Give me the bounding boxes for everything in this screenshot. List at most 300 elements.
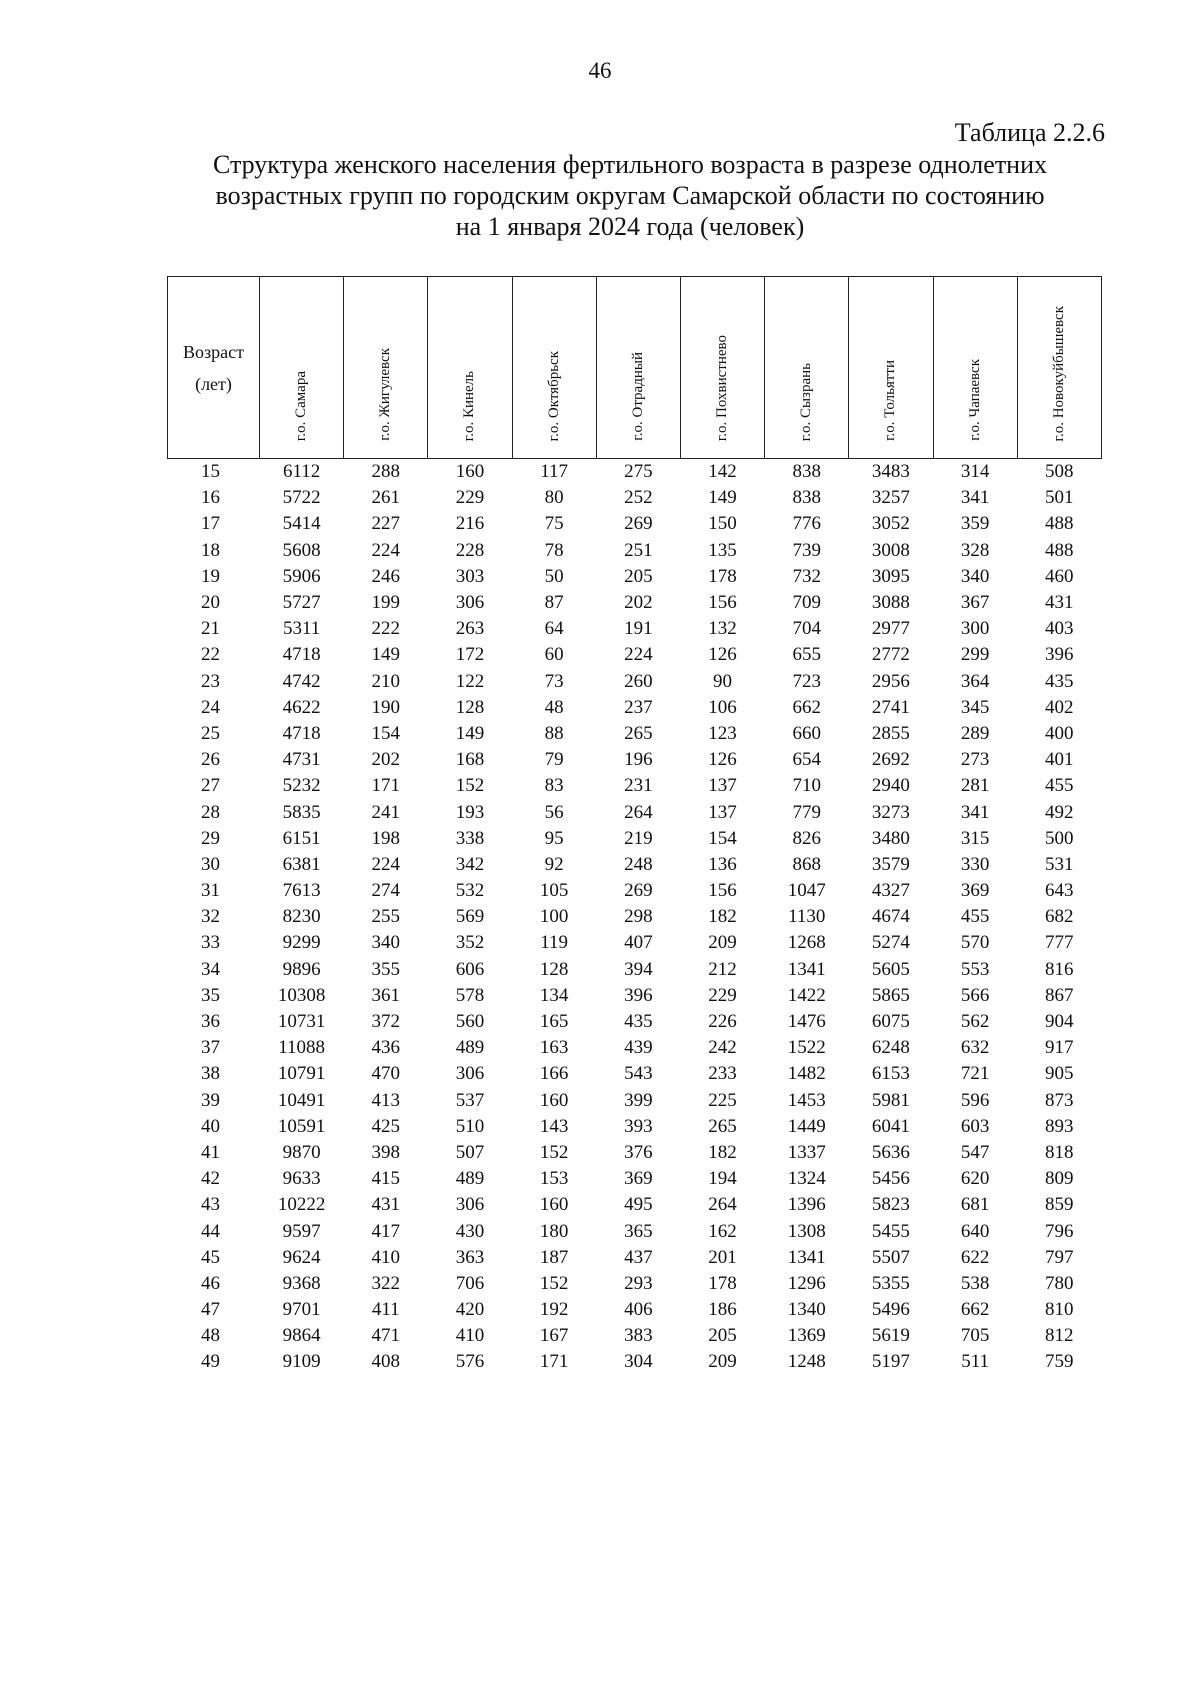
value-cell: 48 — [544, 696, 564, 718]
value-cell: 721 — [960, 1063, 990, 1085]
table-row — [168, 1192, 1102, 1218]
value-cell: 3579 — [871, 853, 910, 875]
value-cell: 9109 — [282, 1351, 321, 1373]
value-cell: 620 — [960, 1168, 990, 1190]
age-cell: 16 — [201, 487, 220, 509]
value-cell: 1130 — [788, 906, 826, 928]
age-cell: 22 — [201, 644, 220, 666]
value-cell: 233 — [708, 1063, 737, 1085]
value-cell: 917 — [1045, 1037, 1074, 1059]
value-cell: 137 — [708, 775, 737, 797]
value-cell: 314 — [960, 461, 990, 483]
value-cell: 655 — [792, 644, 821, 666]
value-cell: 209 — [708, 1351, 737, 1373]
age-cell: 15 — [201, 461, 220, 483]
value-cell: 178 — [708, 565, 737, 587]
value-cell: 160 — [539, 1194, 569, 1216]
value-cell: 408 — [371, 1351, 401, 1373]
value-cell: 251 — [624, 539, 653, 561]
value-cell: 470 — [371, 1063, 401, 1085]
value-cell: 809 — [1045, 1168, 1074, 1190]
value-cell: 160 — [455, 461, 485, 483]
value-cell: 6041 — [871, 1115, 910, 1137]
table-header-row — [168, 277, 1102, 459]
value-cell: 191 — [624, 618, 653, 640]
value-cell: 576 — [455, 1351, 485, 1373]
table-row — [168, 1271, 1102, 1297]
age-cell: 19 — [201, 565, 220, 587]
age-cell: 18 — [201, 539, 220, 561]
value-cell: 797 — [1045, 1246, 1074, 1268]
value-cell: 163 — [539, 1037, 569, 1059]
value-cell: 705 — [960, 1325, 990, 1347]
value-cell: 399 — [624, 1089, 653, 1111]
table-row — [168, 957, 1102, 983]
value-cell: 5274 — [871, 932, 910, 954]
value-cell: 252 — [624, 487, 653, 509]
value-cell: 227 — [371, 513, 401, 535]
value-cell: 225 — [708, 1089, 737, 1111]
age-cell: 36 — [201, 1011, 220, 1033]
value-cell: 264 — [624, 801, 653, 823]
age-cell: 26 — [201, 749, 220, 771]
value-cell: 132 — [708, 618, 737, 640]
value-cell: 777 — [1045, 932, 1074, 954]
age-column-header — [168, 277, 260, 459]
value-cell: 570 — [960, 932, 990, 954]
age-cell: 48 — [201, 1325, 220, 1347]
value-cell: 306 — [455, 592, 485, 614]
value-cell: 342 — [455, 853, 485, 875]
value-cell: 369 — [960, 880, 990, 902]
value-cell: 643 — [1045, 880, 1074, 902]
value-cell: 455 — [960, 906, 990, 928]
value-cell: 241 — [371, 801, 401, 823]
value-cell: 3273 — [871, 801, 910, 823]
value-cell: 723 — [792, 670, 821, 692]
table-row — [168, 1140, 1102, 1166]
column-header-label: г.о. Отрадный — [629, 352, 646, 441]
value-cell: 739 — [792, 539, 821, 561]
value-cell: 596 — [960, 1089, 990, 1111]
table-row — [168, 1035, 1102, 1061]
value-cell: 260 — [624, 670, 653, 692]
value-cell: 660 — [792, 722, 821, 744]
value-cell: 10491 — [277, 1089, 326, 1111]
table-row — [168, 616, 1102, 642]
age-cell: 33 — [201, 932, 220, 954]
value-cell: 289 — [960, 722, 990, 744]
value-cell: 182 — [708, 906, 737, 928]
table-row — [168, 485, 1102, 511]
value-cell: 1340 — [787, 1299, 826, 1321]
value-cell: 50 — [544, 565, 564, 587]
value-cell: 1268 — [787, 932, 826, 954]
value-cell: 300 — [960, 618, 990, 640]
value-cell: 10222 — [277, 1194, 326, 1216]
column-header — [512, 277, 596, 459]
value-cell: 682 — [1045, 906, 1074, 928]
value-cell: 152 — [455, 775, 485, 797]
value-cell: 248 — [624, 853, 653, 875]
value-cell: 340 — [960, 565, 990, 587]
value-cell: 134 — [539, 984, 569, 1006]
age-cell: 31 — [201, 880, 220, 902]
value-cell: 209 — [708, 932, 737, 954]
value-cell: 224 — [371, 853, 401, 875]
value-cell: 10791 — [277, 1063, 326, 1085]
table-row — [168, 721, 1102, 747]
value-cell: 2977 — [871, 618, 910, 640]
value-cell: 383 — [624, 1325, 653, 1347]
column-header — [933, 277, 1017, 459]
table-row — [168, 747, 1102, 773]
value-cell: 403 — [1045, 618, 1074, 640]
value-cell: 228 — [455, 539, 485, 561]
value-cell: 352 — [455, 932, 485, 954]
value-cell: 471 — [371, 1325, 401, 1347]
value-cell: 510 — [455, 1115, 485, 1137]
value-cell: 226 — [708, 1011, 737, 1033]
value-cell: 407 — [624, 932, 653, 954]
value-cell: 136 — [708, 853, 737, 875]
value-cell: 3008 — [871, 539, 910, 561]
value-cell: 142 — [708, 461, 737, 483]
table-row — [168, 1218, 1102, 1244]
value-cell: 1341 — [787, 958, 826, 980]
value-cell: 1522 — [787, 1037, 826, 1059]
value-cell: 95 — [544, 827, 564, 849]
table-row — [168, 590, 1102, 616]
value-cell: 4718 — [282, 722, 321, 744]
value-cell: 538 — [960, 1272, 990, 1294]
value-cell: 154 — [708, 827, 737, 849]
value-cell: 9870 — [282, 1141, 321, 1163]
value-cell: 128 — [539, 958, 569, 980]
value-cell: 180 — [539, 1220, 569, 1242]
value-cell: 92 — [544, 853, 564, 875]
table-row — [168, 1297, 1102, 1323]
value-cell: 420 — [455, 1299, 485, 1321]
value-cell: 3483 — [871, 461, 910, 483]
age-cell: 34 — [201, 958, 220, 980]
value-cell: 1308 — [787, 1220, 826, 1242]
value-cell: 5507 — [871, 1246, 910, 1268]
value-cell: 394 — [624, 958, 653, 980]
value-cell: 776 — [792, 513, 821, 535]
value-cell: 460 — [1045, 565, 1074, 587]
value-cell: 60 — [544, 644, 564, 666]
value-cell: 187 — [539, 1246, 569, 1268]
age-cell: 25 — [201, 722, 220, 744]
value-cell: 4674 — [871, 906, 910, 928]
value-cell: 7613 — [282, 880, 321, 902]
value-cell: 553 — [960, 958, 990, 980]
column-header — [765, 277, 849, 459]
value-cell: 5414 — [282, 513, 321, 535]
value-cell: 6075 — [871, 1011, 910, 1033]
value-cell: 149 — [371, 644, 401, 666]
value-cell: 5605 — [871, 958, 910, 980]
value-cell: 182 — [708, 1141, 737, 1163]
value-cell: 212 — [708, 958, 737, 980]
value-cell: 303 — [455, 565, 485, 587]
value-cell: 3257 — [871, 487, 910, 509]
value-cell: 507 — [455, 1141, 485, 1163]
value-cell: 9624 — [282, 1246, 321, 1268]
value-cell: 315 — [960, 827, 990, 849]
value-cell: 1248 — [787, 1351, 826, 1373]
age-cell: 38 — [201, 1063, 220, 1085]
column-header — [849, 277, 933, 459]
value-cell: 838 — [792, 461, 821, 483]
table-title — [160, 149, 1100, 242]
value-cell: 495 — [624, 1194, 653, 1216]
value-cell: 153 — [539, 1168, 569, 1190]
value-cell: 5835 — [282, 801, 321, 823]
value-cell: 9864 — [282, 1325, 321, 1347]
value-cell: 1337 — [787, 1141, 826, 1163]
value-cell: 9299 — [282, 932, 321, 954]
value-cell: 489 — [455, 1168, 485, 1190]
value-cell: 79 — [544, 749, 564, 771]
value-cell: 710 — [792, 775, 821, 797]
value-cell: 868 — [792, 853, 821, 875]
value-cell: 2692 — [871, 749, 910, 771]
value-cell: 532 — [455, 880, 485, 902]
value-cell: 662 — [960, 1299, 990, 1321]
value-cell: 149 — [455, 722, 485, 744]
value-cell: 365 — [624, 1220, 653, 1242]
age-cell: 44 — [201, 1220, 220, 1242]
column-header-label: г.о. Жигулевск — [377, 348, 394, 441]
value-cell: 152 — [539, 1141, 569, 1163]
value-cell: 150 — [708, 513, 737, 535]
value-cell: 322 — [371, 1272, 401, 1294]
value-cell: 508 — [1045, 461, 1074, 483]
value-cell: 156 — [708, 880, 737, 902]
column-header — [680, 277, 764, 459]
value-cell: 149 — [708, 487, 737, 509]
column-header-label: г.о. Тольятти — [882, 360, 899, 441]
value-cell: 90 — [713, 670, 733, 692]
age-cell: 41 — [201, 1141, 220, 1163]
value-cell: 372 — [371, 1011, 401, 1033]
value-cell: 826 — [792, 827, 821, 849]
value-cell: 330 — [960, 853, 990, 875]
value-cell: 622 — [960, 1246, 990, 1268]
value-cell: 171 — [539, 1351, 569, 1373]
value-cell: 10308 — [277, 984, 326, 1006]
value-cell: 2741 — [871, 696, 910, 718]
value-cell: 430 — [455, 1220, 485, 1242]
value-cell: 229 — [455, 487, 485, 509]
table-row — [168, 1114, 1102, 1140]
value-cell: 265 — [624, 722, 653, 744]
value-cell: 341 — [960, 487, 990, 509]
population-table — [167, 276, 1102, 1376]
table-row — [168, 1088, 1102, 1114]
value-cell: 1341 — [787, 1246, 826, 1268]
value-cell: 810 — [1045, 1299, 1074, 1321]
value-cell: 488 — [1045, 539, 1074, 561]
value-cell: 192 — [539, 1299, 569, 1321]
value-cell: 166 — [539, 1063, 569, 1085]
value-cell: 3088 — [871, 592, 910, 614]
value-cell: 364 — [960, 670, 990, 692]
value-cell: 489 — [455, 1037, 485, 1059]
age-cell: 40 — [201, 1115, 220, 1137]
value-cell: 306 — [455, 1194, 485, 1216]
age-cell: 39 — [201, 1089, 220, 1111]
value-cell: 261 — [371, 487, 401, 509]
value-cell: 237 — [624, 696, 653, 718]
value-cell: 198 — [371, 827, 401, 849]
table-row — [168, 1166, 1102, 1192]
value-cell: 202 — [371, 749, 401, 771]
value-cell: 402 — [1045, 696, 1074, 718]
value-cell: 396 — [624, 984, 653, 1006]
value-cell: 1047 — [787, 880, 826, 902]
value-cell: 9633 — [282, 1168, 321, 1190]
table-row — [168, 983, 1102, 1009]
value-cell: 488 — [1045, 513, 1074, 535]
value-cell: 6112 — [282, 461, 321, 483]
value-cell: 205 — [624, 565, 653, 587]
value-cell: 274 — [371, 880, 401, 902]
value-cell: 80 — [544, 487, 564, 509]
value-cell: 812 — [1045, 1325, 1074, 1347]
value-cell: 543 — [624, 1063, 653, 1085]
value-cell: 5311 — [282, 618, 321, 640]
value-cell: 275 — [624, 461, 653, 483]
value-cell: 255 — [371, 906, 401, 928]
age-cell: 32 — [201, 906, 220, 928]
age-cell: 24 — [201, 696, 220, 718]
value-cell: 3095 — [871, 565, 910, 587]
age-cell: 23 — [201, 670, 220, 692]
value-cell: 122 — [455, 670, 485, 692]
value-cell: 363 — [455, 1246, 485, 1268]
value-cell: 6381 — [282, 853, 321, 875]
value-cell: 246 — [371, 565, 401, 587]
value-cell: 413 — [371, 1089, 401, 1111]
value-cell: 9896 — [282, 958, 321, 980]
value-cell: 201 — [708, 1246, 737, 1268]
value-cell: 4742 — [282, 670, 321, 692]
value-cell: 398 — [371, 1141, 401, 1163]
value-cell: 816 — [1045, 958, 1074, 980]
value-cell: 859 — [1045, 1194, 1074, 1216]
age-cell: 29 — [201, 827, 220, 849]
value-cell: 400 — [1045, 722, 1074, 744]
value-cell: 1324 — [787, 1168, 826, 1190]
table-row — [168, 1061, 1102, 1087]
table-row — [168, 852, 1102, 878]
value-cell: 410 — [455, 1325, 485, 1347]
value-cell: 186 — [708, 1299, 737, 1321]
value-cell: 5455 — [871, 1220, 910, 1242]
value-cell: 569 — [455, 906, 485, 928]
table-label: Таблица 2.2.6 — [954, 118, 1105, 147]
value-cell: 88 — [544, 722, 564, 744]
value-cell: 435 — [1045, 670, 1074, 692]
column-header-label: г.о. Новокуйбышевск — [1050, 305, 1067, 441]
table-row — [168, 1349, 1102, 1375]
value-cell: 732 — [792, 565, 821, 587]
table-row — [168, 459, 1102, 486]
value-cell: 780 — [1045, 1272, 1074, 1294]
title-line: возрастных групп по городским округам Самарской области по состоянию — [215, 181, 1045, 210]
value-cell: 5232 — [282, 775, 321, 797]
age-cell: 43 — [201, 1194, 220, 1216]
title-line: на 1 января 2024 года (человек) — [455, 212, 805, 241]
table-row — [168, 1245, 1102, 1271]
value-cell: 873 — [1045, 1089, 1074, 1111]
age-cell: 49 — [201, 1351, 220, 1373]
value-cell: 5823 — [871, 1194, 910, 1216]
value-cell: 1422 — [787, 984, 826, 1006]
value-cell: 5608 — [282, 539, 321, 561]
value-cell: 156 — [708, 592, 737, 614]
value-cell: 560 — [455, 1011, 485, 1033]
value-cell: 431 — [1045, 592, 1074, 614]
value-cell: 78 — [544, 539, 564, 561]
value-cell: 2940 — [871, 775, 910, 797]
value-cell: 190 — [371, 696, 401, 718]
value-cell: 905 — [1045, 1063, 1074, 1085]
age-header-line: (лет) — [195, 373, 232, 394]
column-header-label: г.о. Похвистнево — [714, 334, 731, 441]
table-row — [168, 538, 1102, 564]
value-cell: 338 — [455, 827, 485, 849]
value-cell: 5496 — [871, 1299, 910, 1321]
value-cell: 126 — [708, 749, 737, 771]
value-cell: 160 — [539, 1089, 569, 1111]
value-cell: 83 — [544, 775, 564, 797]
column-header-label: г.о. Октябрьск — [545, 350, 562, 441]
table-body — [168, 459, 1102, 1376]
value-cell: 759 — [1045, 1351, 1074, 1373]
value-cell: 242 — [708, 1037, 737, 1059]
value-cell: 5865 — [871, 984, 910, 1006]
value-cell: 500 — [1045, 827, 1074, 849]
column-header — [596, 277, 680, 459]
value-cell: 345 — [960, 696, 990, 718]
column-header-label: г.о. Сызрань — [798, 362, 815, 441]
value-cell: 202 — [624, 592, 653, 614]
value-cell: 406 — [624, 1299, 653, 1321]
value-cell: 437 — [624, 1246, 653, 1268]
value-cell: 1396 — [787, 1194, 826, 1216]
value-cell: 5355 — [871, 1272, 910, 1294]
value-cell: 224 — [624, 644, 653, 666]
value-cell: 393 — [624, 1115, 653, 1137]
table-row — [168, 695, 1102, 721]
age-cell: 42 — [201, 1168, 220, 1190]
age-cell: 46 — [201, 1272, 220, 1294]
value-cell: 196 — [624, 749, 653, 771]
value-cell: 779 — [792, 801, 821, 823]
value-cell: 152 — [539, 1272, 569, 1294]
value-cell: 56 — [544, 801, 564, 823]
value-cell: 566 — [960, 984, 990, 1006]
value-cell: 369 — [624, 1168, 653, 1190]
age-cell: 17 — [201, 513, 220, 535]
value-cell: 106 — [708, 696, 737, 718]
value-cell: 436 — [371, 1037, 401, 1059]
value-cell: 154 — [371, 722, 401, 744]
